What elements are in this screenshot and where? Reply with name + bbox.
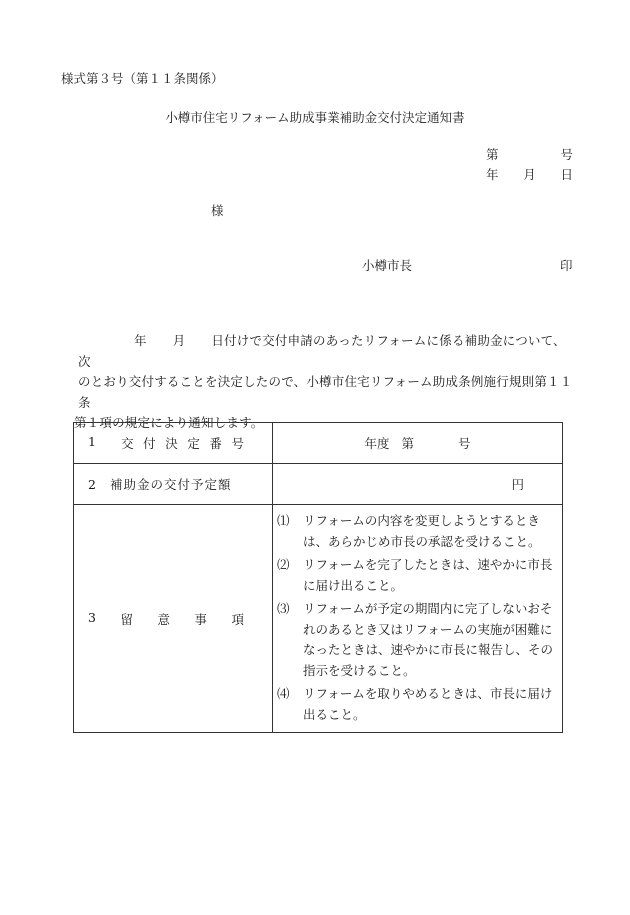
row-label-decision-number: 1 交 付 決 定 番 号 (74, 423, 273, 464)
list-item: ⑵ リフォームを完了したときは、速やかに市長に届け出ること。 (277, 557, 553, 593)
table-row (74, 505, 563, 733)
date-month: 月 (523, 167, 536, 182)
body-month: 月 (172, 333, 186, 348)
body-paragraph (74, 331, 578, 434)
document-number-suffix: 号 (560, 147, 573, 162)
date-day: 日 (560, 167, 573, 182)
document-number (486, 145, 573, 163)
table-row (74, 464, 563, 505)
body-line2: のとおり交付することを決定したので、小樽市住宅リフォーム助成条例施行規則第１１条 (78, 374, 573, 410)
addressee-suffix: 様 (211, 203, 224, 218)
document-title: 小樽市住宅リフォーム助成事業補助金交付決定通知書 (165, 110, 465, 125)
issuer-name: 小樽市長 (362, 258, 413, 273)
body-year: 年 (134, 333, 147, 348)
body-line1: 日付けで交付申請のあったリフォームに係る補助金について、次 (78, 333, 566, 369)
list-item: ⑴ リフォームの内容を変更しようとするときは、あらかじめ市長の承認を受けること。 (277, 513, 541, 549)
grant-amount-value: 円 (273, 464, 563, 505)
decision-number-value: 年度 第 号 (273, 423, 563, 464)
date-year: 年 (486, 167, 499, 182)
issue-date (486, 165, 573, 183)
form-label: 様式第３号（第１１条関係） (61, 71, 224, 86)
row-label-notes: 3 留 意 事 項 (74, 505, 273, 733)
body-line3: 第１項の規定により通知します。 (74, 415, 264, 430)
table-row (74, 423, 563, 464)
decision-table (73, 422, 563, 733)
row-label-grant-amount: 2 補助金の交付予定額 (74, 464, 273, 505)
notes-list (273, 505, 563, 733)
list-item: ⑶ リフォームが予定の期間内に完了しないおそれのあるとき又はリフォームの実施が困難になったときは、速やかに市長に報告し、その指示を受けること。 (277, 601, 554, 678)
seal-mark: 印 (560, 258, 573, 273)
list-item: ⑷ リフォームを取りやめるときは、市長に届け出ること。 (277, 686, 553, 722)
document-number-prefix: 第 (486, 147, 499, 162)
